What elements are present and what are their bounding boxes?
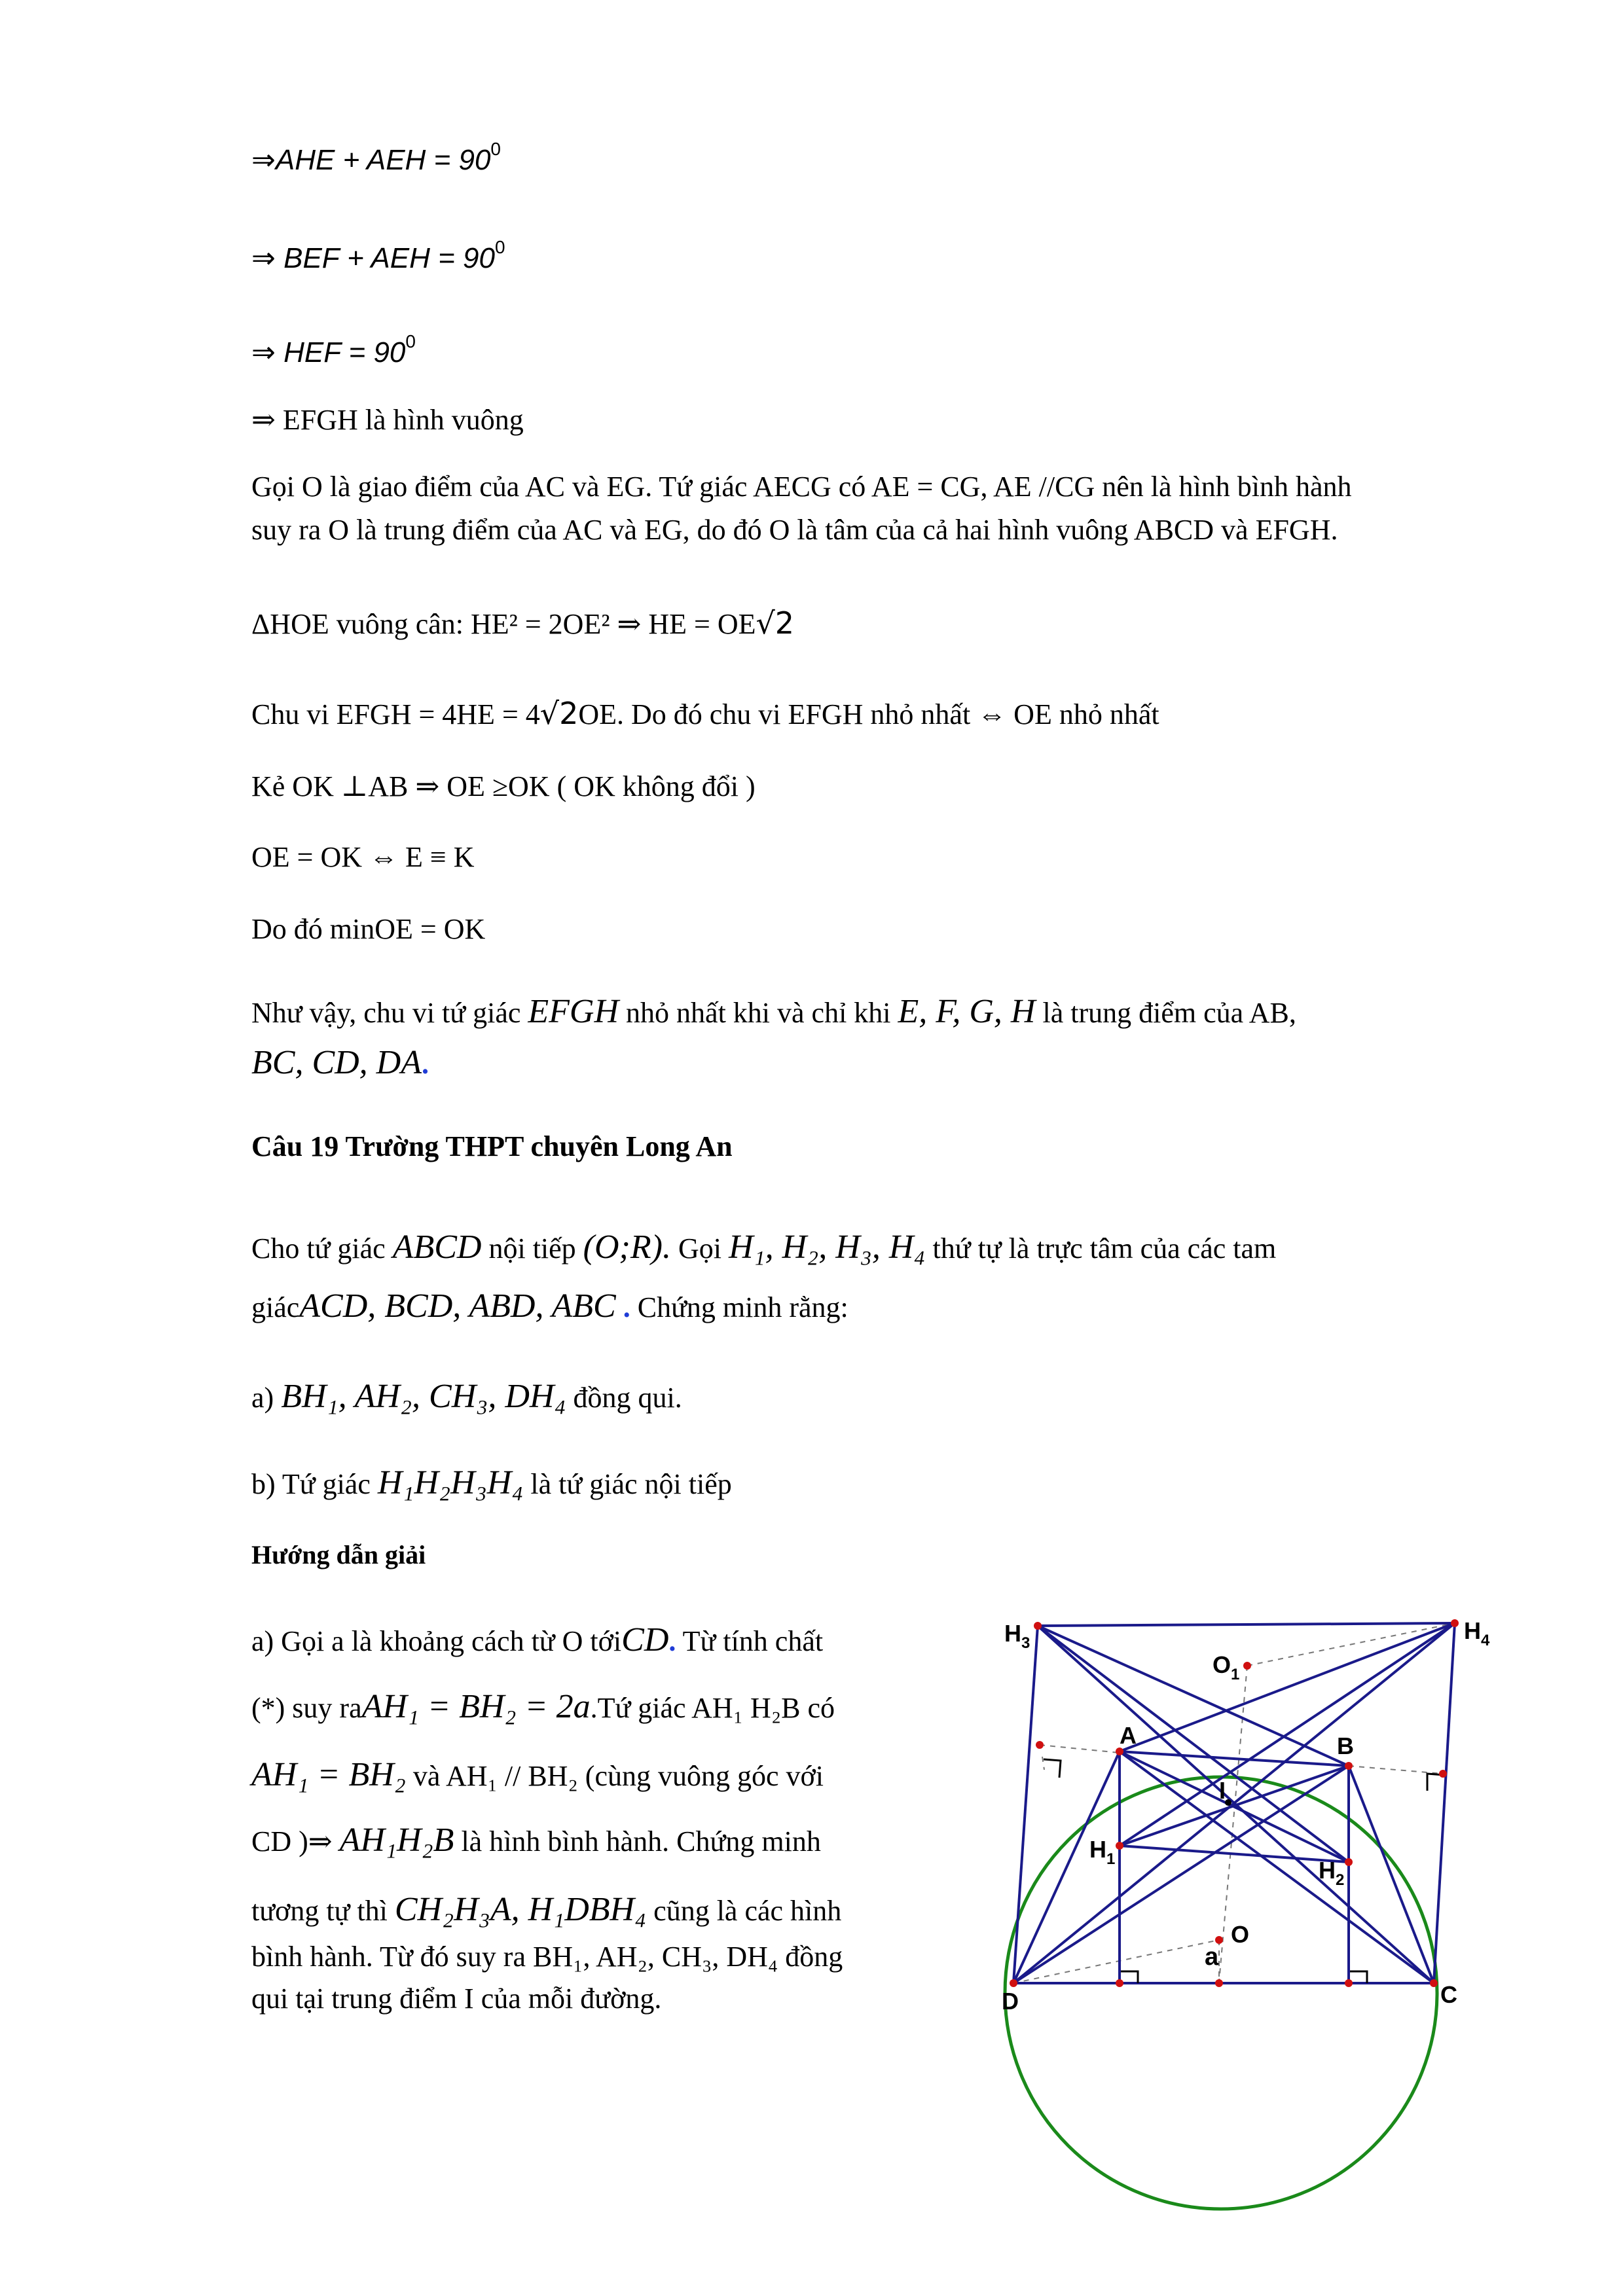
sqrt-two: √2 — [539, 696, 579, 731]
paragraph-hoe — [251, 603, 794, 644]
paragraph-problem-2 — [251, 1287, 848, 1327]
math-cd: CD — [621, 1621, 669, 1659]
paragraph-min: Do đó minOE = OK — [251, 913, 486, 945]
label-c: C — [1440, 1981, 1457, 2008]
solution-3-text: và AH₁ // BH₂ (cùng vuông góc với — [412, 1760, 824, 1792]
conclusion-text-c: là trung điểm của AB, — [1042, 997, 1296, 1029]
equation-3 — [251, 322, 416, 372]
chuvi-text-a: Chu vi EFGH = 4HE = 4 — [251, 698, 540, 730]
math-h-list: H₁, H₂, H₃, H₄ — [728, 1229, 926, 1266]
math-parallelograms: CH₂H₃A, H₁DBH₄ — [394, 1891, 647, 1928]
blue-dot: . — [668, 1625, 676, 1657]
label-o1: $O_1$ — [1213, 1651, 1240, 1683]
label-i: I — [1219, 1777, 1226, 1804]
blue-dot: . — [422, 1048, 429, 1080]
part-a-label: a) — [251, 1382, 274, 1414]
paragraph-part-a — [251, 1377, 682, 1418]
conclusion-text-b: nhỏ nhất khi và chỉ khi — [626, 997, 891, 1029]
math-abcd: ABCD — [392, 1229, 482, 1266]
point-i — [1225, 1799, 1231, 1806]
label-h1: $H_1$ — [1089, 1836, 1116, 1868]
paragraph-o-2: suy ra O là trung điểm của AC và EG, do đó O là tâm của cả hai hình vuông ABCD và EFGH. — [251, 514, 1338, 546]
part-b-label: b) Tứ giác — [251, 1468, 371, 1500]
solution-line-5 — [251, 1890, 841, 1931]
math-efgh-points: E, F, G, H — [898, 993, 1036, 1030]
solution-1-text-a: a) Gọi a là khoảng cách từ O tới — [251, 1625, 622, 1657]
label-o: O — [1231, 1921, 1250, 1948]
math-ah1-bh2-2a: AH₁ = BH₂ = 2a — [361, 1688, 591, 1725]
solution-5-text-b: cũng là các hình — [653, 1895, 842, 1927]
sqrt-two: √2 — [756, 605, 795, 641]
solution-line-6: bình hành. Từ đó suy ra BH₁, AH₂, CH₃, DH₄ đồng — [251, 1941, 843, 1973]
implies-symbol: ⇒ — [251, 242, 276, 274]
solution-line-1 — [251, 1621, 823, 1661]
paragraph-chuvi — [251, 694, 1159, 734]
label-a-distance: a — [1205, 1943, 1219, 1971]
math-efgh: EFGH — [528, 993, 619, 1030]
label-h4: $H_4$ — [1464, 1617, 1490, 1649]
paragraph-ok: Kẻ OK ⊥AB ⇒ OE ≥OK ( OK không đổi ) — [251, 770, 756, 802]
paragraph-conclusion-2 — [251, 1043, 429, 1084]
solution-line-7: qui tại trung điểm I của mỗi đường. — [251, 1982, 662, 2015]
math-part-b: H₁H₂H₃H₄ — [377, 1464, 524, 1501]
equation-1-text: AHE + AEH = 90 — [275, 144, 491, 176]
label-b: B — [1337, 1732, 1354, 1759]
section-heading: Câu 19 Trường THPT chuyên Long An — [251, 1130, 733, 1162]
solution-5-text-a: tương tự thì — [251, 1895, 388, 1927]
problem-text-a: Cho tứ giác — [251, 1232, 386, 1265]
solution-heading: Hướng dẫn giải — [251, 1540, 426, 1570]
geometry-figure — [982, 1597, 1545, 2258]
solution-line-3 — [251, 1755, 824, 1796]
paragraph-part-b — [251, 1463, 732, 1504]
solution-1-text-b: Từ tính chất — [682, 1625, 824, 1657]
math-sides: BC, CD, DA — [251, 1044, 422, 1081]
math-ah1-bh2: AH₁ = BH₂ — [251, 1756, 406, 1793]
part-b-text: là tứ giác nội tiếp — [530, 1468, 732, 1500]
math-ah1h2b: AH₁H₂B — [339, 1821, 454, 1859]
paragraph-square: ⇒ EFGH là hình vuông — [251, 404, 524, 436]
conclusion-text-a: Như vậy, chu vi tứ giác — [251, 997, 521, 1029]
equation-2-text: BEF + AEH = 90 — [283, 242, 495, 274]
math-part-a: BH₁, AH₂, CH₃, DH₄ — [281, 1378, 566, 1415]
circumcircle — [1005, 1777, 1437, 2209]
equation-1-sup: 0 — [490, 139, 501, 159]
part-a-text: đồng qui. — [573, 1382, 682, 1414]
right-angle-marks — [1044, 1759, 1444, 1983]
solution-4-text-a: CD ) — [251, 1825, 308, 1857]
hoe-text: ΔHOE vuông cân: HE² = 2OE² ⇒ HE = OE — [251, 608, 756, 640]
giac-text-b: Chứng minh rằng: — [637, 1291, 848, 1323]
giac-text: giác — [251, 1291, 300, 1323]
solution-2-text-a: (*) suy ra — [251, 1692, 362, 1724]
math-triangles: ACD, BCD, ABD, ABC — [299, 1287, 616, 1325]
implies-symbol: ⇒ — [251, 336, 276, 368]
solution-4-text-b: là hình bình hành. Chứng minh — [461, 1825, 821, 1857]
paragraph-problem-1 — [251, 1228, 1276, 1268]
implies-symbol: ⇒ — [251, 144, 276, 176]
equation-2-sup: 0 — [494, 237, 505, 257]
label-h2: $H_2$ — [1319, 1857, 1345, 1889]
problem-text-b: nội tiếp — [488, 1232, 576, 1265]
equation-1 — [251, 130, 501, 180]
math-circle: (O;R). — [583, 1229, 671, 1266]
blue-dot: . — [623, 1291, 630, 1323]
label-a: A — [1120, 1722, 1137, 1749]
solution-line-4 — [251, 1821, 821, 1861]
equation-3-sup: 0 — [405, 331, 416, 351]
chuvi-text-b: OE. Do đó chu vi EFGH nhỏ nhất ⇔ OE nhỏ nhất — [578, 698, 1159, 730]
paragraph-o-1: Gọi O là giao điểm của AC và EG. Tứ giác AECG có AE = CG, AE //CG nên là hình bình hành — [251, 471, 1352, 503]
problem-text-c: Gọi — [678, 1232, 721, 1265]
label-h3: $H_3$ — [1004, 1620, 1030, 1652]
equation-3-text: HEF = 90 — [283, 336, 406, 368]
problem-text-d: thứ tự là trực tâm của các tam — [932, 1232, 1277, 1265]
paragraph-eq: OE = OK ⇔ E ≡ K — [251, 841, 475, 873]
paragraph-conclusion-1 — [251, 992, 1296, 1033]
equation-2 — [251, 228, 505, 278]
solution-2-text-b: .Tứ giác AH₁ H₂B có — [590, 1692, 835, 1724]
implies-symbol: ⇒ — [308, 1825, 333, 1857]
solution-line-2 — [251, 1687, 835, 1728]
label-d: D — [1002, 1988, 1019, 2015]
